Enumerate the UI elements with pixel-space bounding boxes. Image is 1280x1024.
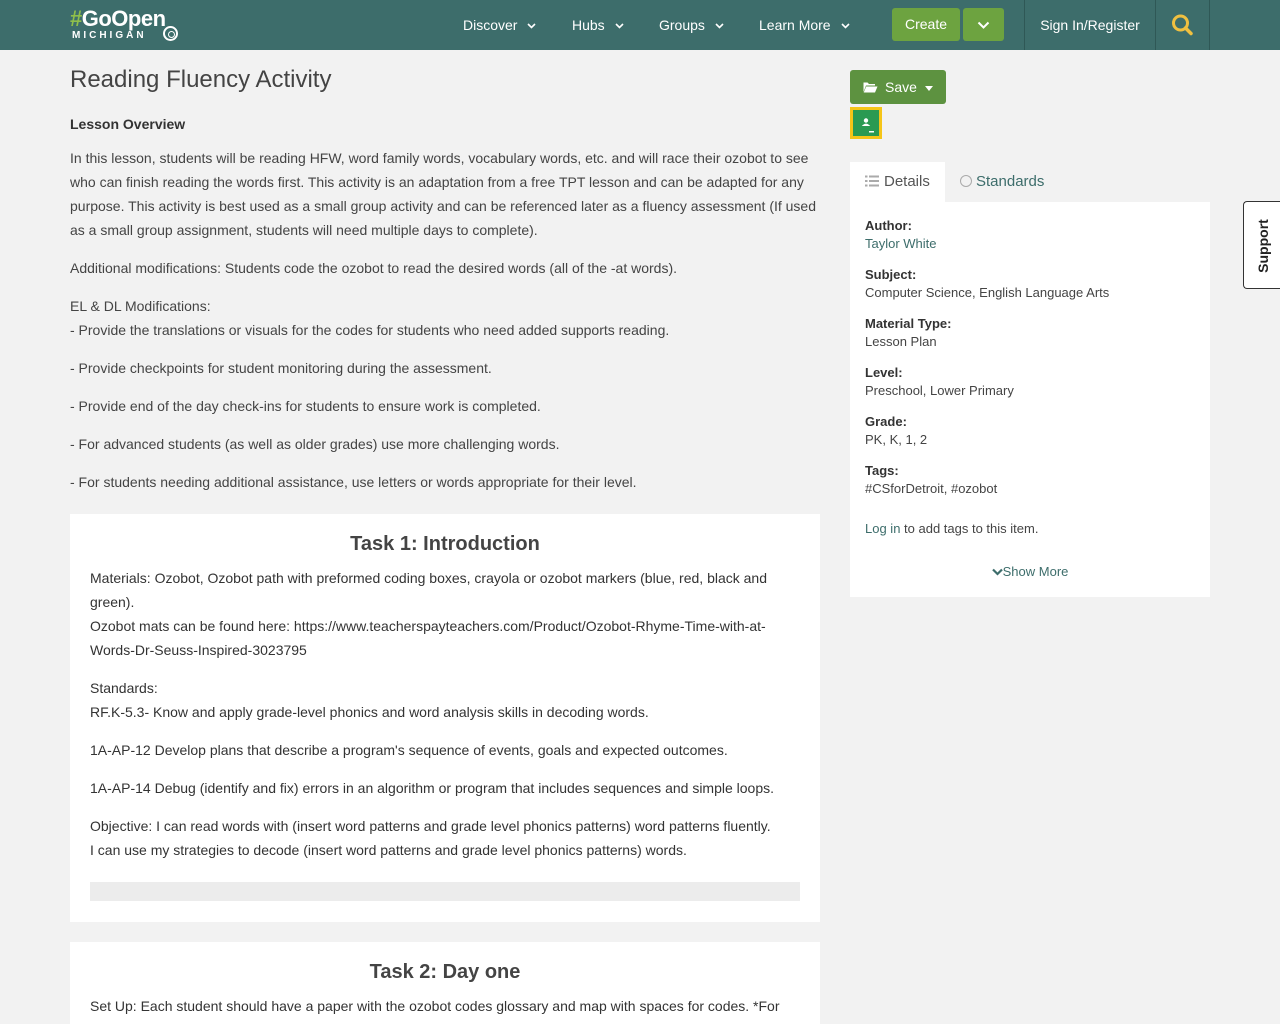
level-label: Level: (865, 365, 903, 380)
chevron-down-icon (715, 1, 724, 51)
details-panel (850, 202, 1210, 597)
nav-divider (1209, 0, 1210, 50)
chevron-down-icon (527, 1, 536, 51)
goopen-michigan-logo[interactable] (70, 8, 180, 44)
search-button[interactable] (1156, 0, 1209, 50)
task-1-standards-heading: Standards: (90, 680, 158, 696)
task-1-objective: Objective: I can read words with (insert word patterns and grade level phonics patterns) word patterns fluently. (90, 818, 771, 834)
page-title: Reading Fluency Activity (70, 66, 332, 93)
save-button[interactable] (850, 70, 946, 104)
el-dl-heading: EL & DL Modifications: (70, 298, 211, 314)
tags-label: Tags: (865, 463, 899, 478)
el-dl-item: - Provide end of the day check-ins for students to ensure work is completed. (70, 398, 541, 414)
create-dropdown-button[interactable] (963, 8, 1004, 41)
nav-groups[interactable] (659, 0, 724, 50)
tab-details-label: Details (884, 173, 930, 190)
chevron-down-icon (615, 1, 624, 51)
login-suffix-text: to add tags to this item. (900, 521, 1039, 536)
task-1-materials: Materials: Ozobot, Ozobot path with preformed coding boxes, crayola or ozobot markers (blue, red, black and green). (90, 570, 768, 610)
level-value: Preschool, Lower Primary (865, 383, 1014, 398)
nav-learn-more-label: Learn More (759, 17, 831, 33)
subject-value: Computer Science, English Language Arts (865, 285, 1110, 300)
task-card-1 (70, 514, 820, 922)
google-classroom-icon (853, 110, 879, 136)
author-label: Author: (865, 218, 912, 233)
tags-value: #CSforDetroit, #ozobot (865, 481, 998, 496)
list-icon (865, 175, 879, 187)
author-link[interactable]: Taylor White (865, 236, 937, 251)
logo-ring-icon (163, 26, 178, 41)
support-tab[interactable] (1243, 201, 1280, 289)
circle-icon (960, 175, 972, 187)
tab-standards-label: Standards (976, 173, 1045, 190)
nav-hubs[interactable] (572, 0, 624, 50)
task-1-title: Task 1: Introduction (350, 533, 540, 555)
tab-details[interactable] (850, 162, 945, 202)
el-dl-item: - For advanced students (as well as older grades) use more challenging words. (70, 436, 560, 452)
grade-value: PK, K, 1, 2 (865, 432, 928, 447)
task-2-setup: Set Up: Each student should have a paper with the ozobot codes glossary and map with spaces for codes. *For (90, 998, 780, 1014)
folder-open-icon (863, 81, 878, 93)
task-card-2 (70, 942, 820, 1024)
task-1-attachment-bar (90, 882, 800, 901)
save-button-label: Save (885, 79, 917, 95)
task-1-objective-2: I can use my strategies to decode (insert word patterns and grade level phonics patterns) words. (90, 842, 687, 858)
chevron-down-icon (977, 16, 990, 32)
chevron-down-icon (841, 1, 850, 51)
show-more-button[interactable] (850, 564, 1210, 579)
logo-wordmark: #GoOpen (70, 6, 166, 31)
chevron-down-icon (992, 568, 1003, 576)
caret-down-icon (925, 86, 933, 91)
sign-in-register-link[interactable]: Sign In/Register (1040, 17, 1140, 33)
log-in-link[interactable]: Log in (865, 521, 901, 536)
logo-hash: # (70, 6, 82, 31)
top-navbar (0, 0, 1280, 50)
nav-discover[interactable] (463, 0, 536, 50)
tab-standards[interactable] (960, 162, 1044, 202)
search-icon (1156, 0, 1209, 50)
overview-paragraph: In this lesson, students will be reading HFW, word family words, vocabulary words, etc. and will race their ozobot to see who can finish reading the words first. This activity is an adaptation from a free TPT lesson and can be adapted for any purpose. This activity is best used as a small group activity and can be referenced later as a fluency assessment (If used as a small group assignment, students will need multiple days to complete). (70, 150, 817, 238)
el-dl-item: - Provide the translations or visuals for the codes for students who need added supports reading. (70, 322, 670, 338)
subject-label: Subject: (865, 267, 917, 282)
modifications-paragraph: Additional modifications: Students code the ozobot to read the desired words (all of the -at words). (70, 260, 678, 276)
task-1-standard: RF.K-5.3- Know and apply grade-level phonics and word analysis skills in decoding words. (90, 704, 649, 720)
task-1-mats-link-text: Ozobot mats can be found here: https://www.teacherspayteachers.com/Product/Ozobot-Rhyme-Time-with-at-Words-Dr-Seuss-Inspired-3023795 (90, 618, 766, 658)
login-to-tag (865, 521, 1038, 536)
material-type-value: Lesson Plan (865, 334, 937, 349)
task-1-standard: 1A-AP-14 Debug (identify and fix) errors in an algorithm or program that includes sequences and simple loops. (90, 780, 775, 796)
task-2-title: Task 2: Day one (369, 961, 521, 983)
material-type-label: Material Type: (865, 316, 952, 331)
el-dl-item: - For students needing additional assistance, use letters or words appropriate for their level. (70, 474, 637, 490)
nav-groups-label: Groups (659, 17, 705, 33)
task-1-standard: 1A-AP-12 Develop plans that describe a program's sequence of events, goals and expected outcomes. (90, 742, 728, 758)
support-label: Support (1255, 219, 1271, 273)
nav-learn-more[interactable] (759, 0, 850, 50)
logo-subtitle: MICHIGAN (72, 30, 147, 41)
nav-discover-label: Discover (463, 17, 518, 33)
google-classroom-share-button[interactable] (850, 107, 882, 139)
grade-label: Grade: (865, 414, 907, 429)
el-dl-item: - Provide checkpoints for student monitoring during the assessment. (70, 360, 492, 376)
nav-hubs-label: Hubs (572, 17, 605, 33)
show-more-label: Show More (1002, 564, 1069, 579)
lesson-overview-heading: Lesson Overview (70, 116, 186, 132)
create-button[interactable]: Create (892, 8, 960, 41)
